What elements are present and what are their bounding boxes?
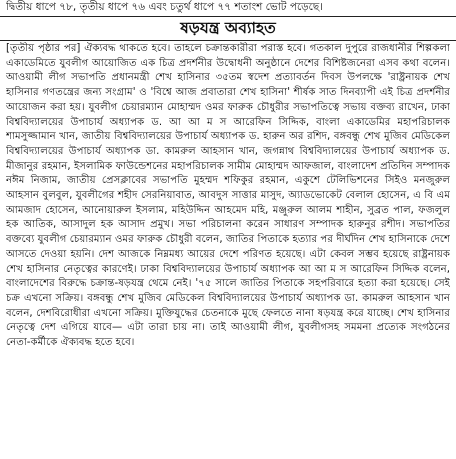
article-body [6, 42, 450, 456]
article-headline: ষড়যন্ত্র অব্যাহত [180, 18, 276, 37]
previous-article-tail: দ্বিতীয় ধাপে ৭৮, তৃতীয় ধাপে ৭৬ এবং চতুর্থ ধাপে ৭৭ শতাংশ ভোট পড়েছে। [6, 1, 324, 13]
divider-under-headline [0, 40, 456, 41]
continued-from-label: [তৃতীয় পৃষ্ঠার পর] [6, 43, 81, 54]
article-body-text: ঐক্যবদ্ধ থাকতে হবে। তাহলে চক্রান্তকারীরা পরাস্ত হবে। গতকাল দুপুরে রাজধানীর শিল্পকলা একাডেমিতে যুবলীগ আয়োজিত এক চিত্র প্রদর্শনীর উদ্বোধনী অনুষ্ঠানে দেশের বিশিষ্টজনেরা এসব কথা বলেন। আওয়ামী লীগ সভাপতি প্রধানমন্ত্রী শেখ হাসিনার ৩৫তম স্বদেশ প্রত্যাবর্তন দিবস উপলক্ষে 'রাষ্ট্রনায়ক শেখ হাসিনার গণতন্ত্রের জন্য সংগ্রাম' ও 'বিশ্বে আজ প্রবাতারা শেখ হাসিনা' শীর্ষক সাত দিনব্যাপী এই চিত্র প্রদর্শনীর আয়োজন করা হয়। যুবলীগ চেয়ারম্যান মোহাম্মদ ওমর ফারুক চৌধুরীর সভাপতিত্বে সভায় বক্তব্য রাখেন, ঢাকা বিশ্ববিদ্যালয়ের উপাচার্য অধ্যাপক ড. আ আ ম স আরেফিন সিদ্দিক, বাংলা একাডেমির মহাপরিচালক শামসুজ্জামান খান, জাতীয় বিশ্ববিদ্যালয়ের উপাচার্য অধ্যাপক ড. হারুন অর রশিদ, বঙ্গবন্ধু শেখ মুজিব মেডিকেল বিশ্ববিদ্যালয়ের উপাচার্য অধ্যাপক ডা. কামরুল আহসান খান, জগন্নাথ বিশ্ববিদ্যালয়ের উপাচার্য অধ্যাপক ড. মীজানুর রহমান, ইসলামিক ফাউন্ডেশনের মহাপরিচালক সামীম মোহাম্মদ আফজাল, বাংলাদেশ প্রতিদিন সম্পাদক নঈম নিজাম, জাতীয় প্রেসক্লাবের সভাপতি মুহম্মদ শফিকুর রহমান, একুশে টেলিভিশনের সিইও মনজুরুল আহসান বুলবুল, যুবলীগের শহীদ সেরনিয়াবাত, আবদুস সাত্তার মাসুদ, অ্যাডভোকেট বেলাল হোসেন, এ বি এম আমজাদ হোসেন, আনোয়ারুল ইসলাম, মহিউদ্দিন আহমেদ মহি, মঞ্জুরুল আলম শাহীন, সুব্রত পাল, ফজলুল হক আতিক, আসাদুল হক আসাদ প্রমুখ। সভা পরিচালনা করেন সাধারণ সম্পাদক হারুনুর রশীদ। সভাপতির বক্তব্যে যুবলীগ চেয়ারম্যান ওমর ফারুক চৌধুরী বলেন, জাতির পিতাকে হত্যার পর দীর্ঘদিন শেখ হাসিনাকে দেশে আসতে দেওয়া হয়নি। দেশ আজকে নিম্নমধ্য আয়ের দেশে পরিণত হয়েছে। এটা কেবল সম্ভব হয়েছে রাষ্ট্রনায়ক শেখ হাসিনার নেতৃত্বের কারণেই। ঢাকা বিশ্ববিদ্যালয়ের উপাচার্য অধ্যাপক আ আ ম স আরেফিন সিদ্দিক বলেন, বাংলাদেশের বিরুদ্ধে চক্রান্ত-ষড়যন্ত্র থেমে নেই। '৭৫ সালে জাতির পিতাকে সহপরিবারে হত্যা করা হয়েছে। সেই চক্র এখনো সক্রিয়। বঙ্গবন্ধু শেখ মুজিব মেডিকেল বিশ্ববিদ্যালয়ের উপাচার্য অধ্যাপক ডা. কামরুল আহসান খান বলেন, দেশবিরোধীরা এখনো সক্রিয়। মুক্তিযুদ্ধের চেতনাকে মুছে ফেলতে নানা ষড়যন্ত্র করে যাচ্ছে। শেখ হাসিনার নেতৃত্বে দেশ এগিয়ে যাবে— এটা তারা চায় না। তাই আওয়ামী লীগ, যুবলীগসহ সমমনা প্রত্যেক সংগঠনের নেতা-কর্মীকে ঐক্যবদ্ধ হতে হবে। [6, 43, 450, 349]
